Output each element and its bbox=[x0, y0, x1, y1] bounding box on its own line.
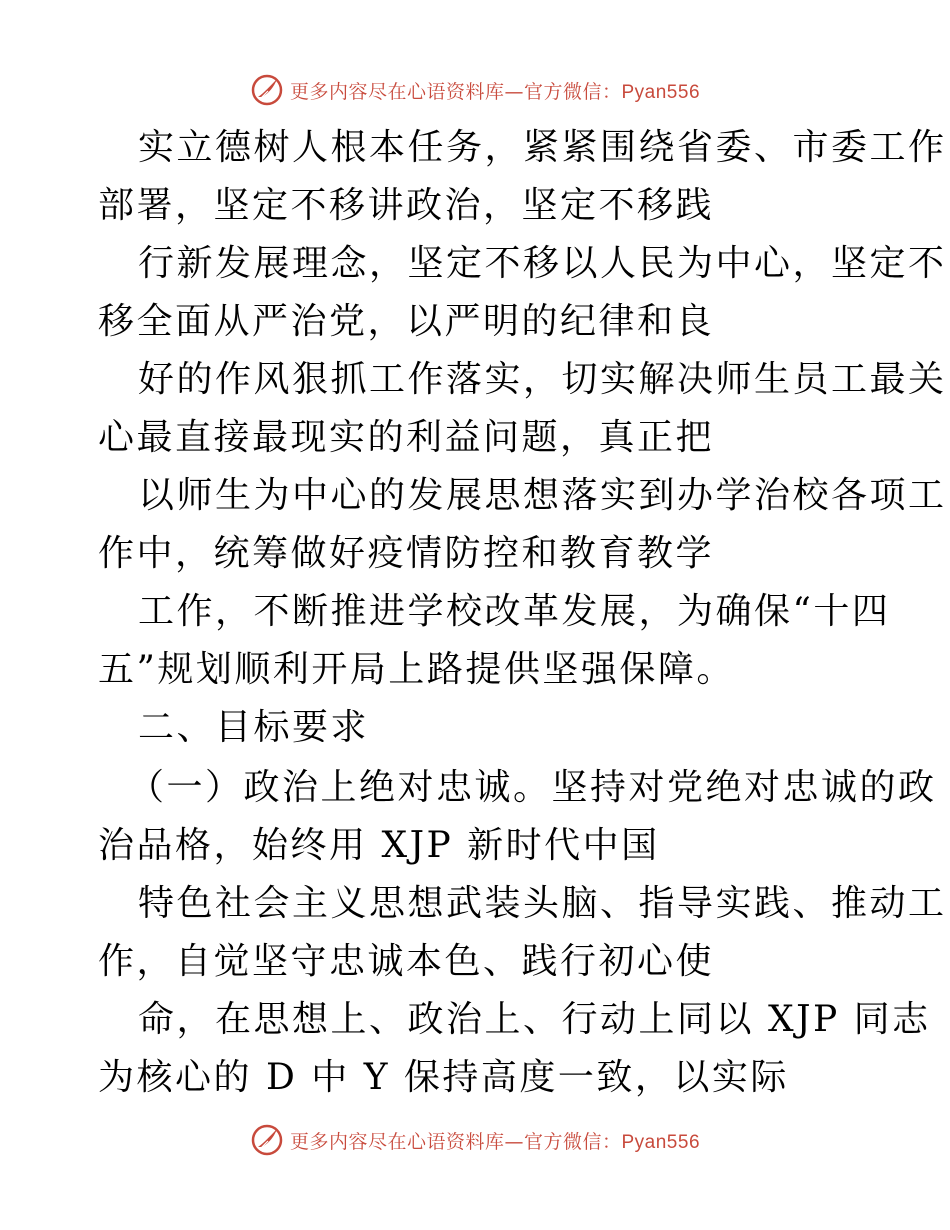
paragraph-line: 命，在思想上、政治上、行动上同以 XJP 同志 bbox=[138, 999, 931, 1040]
paragraph-line: 作，自觉坚守忠诚本色、践行初心使 bbox=[98, 941, 715, 982]
section-heading: 二、目标要求 bbox=[138, 707, 370, 748]
paragraph-line: 工作，不断推进学校改革发展，为确保“十四 bbox=[138, 591, 891, 632]
watermark-text: 更多内容尽在心语资料库—官方微信：Pyan556 bbox=[289, 1130, 701, 1153]
paragraph-line: 作中，统筹做好疫情防控和教育教学 bbox=[98, 533, 715, 574]
header-watermark bbox=[0, 70, 950, 110]
paragraph-line: 移全面从严治党，以严明的纪律和良 bbox=[98, 301, 715, 342]
paragraph-line: 为核心的 D 中 Y 保持高度一致，以实际 bbox=[98, 1057, 789, 1098]
paragraph-line: 五”规划顺利开局上路提供坚强保障。 bbox=[98, 649, 735, 690]
paragraph-line: 治品格，始终用 XJP 新时代中国 bbox=[98, 825, 660, 866]
paragraph-line: 心最直接最现实的利益问题，真正把 bbox=[98, 417, 715, 458]
paragraph-line: 部署，坚定不移讲政治，坚定不移践 bbox=[98, 185, 715, 226]
paragraph-line: （一）政治上绝对忠诚。坚持对党绝对忠诚的政 bbox=[128, 767, 937, 808]
watermark-text: 更多内容尽在心语资料库—官方微信：Pyan556 bbox=[289, 80, 701, 103]
feather-seal-icon bbox=[250, 1123, 284, 1157]
footer-watermark bbox=[0, 1120, 950, 1160]
paragraph-line: 实立德树人根本任务，紧紧围绕省委、市委工作 bbox=[138, 127, 947, 168]
paragraph-line: 以师生为中心的发展思想落实到办学治校各项工 bbox=[138, 475, 947, 516]
feather-seal-icon bbox=[250, 73, 284, 107]
paragraph-line: 行新发展理念，坚定不移以人民为中心，坚定不 bbox=[138, 243, 947, 284]
paragraph-line: 好的作风狠抓工作落实，切实解决师生员工最关 bbox=[138, 359, 947, 400]
paragraph-line: 特色社会主义思想武装头脑、指导实践、推动工 bbox=[138, 883, 947, 924]
